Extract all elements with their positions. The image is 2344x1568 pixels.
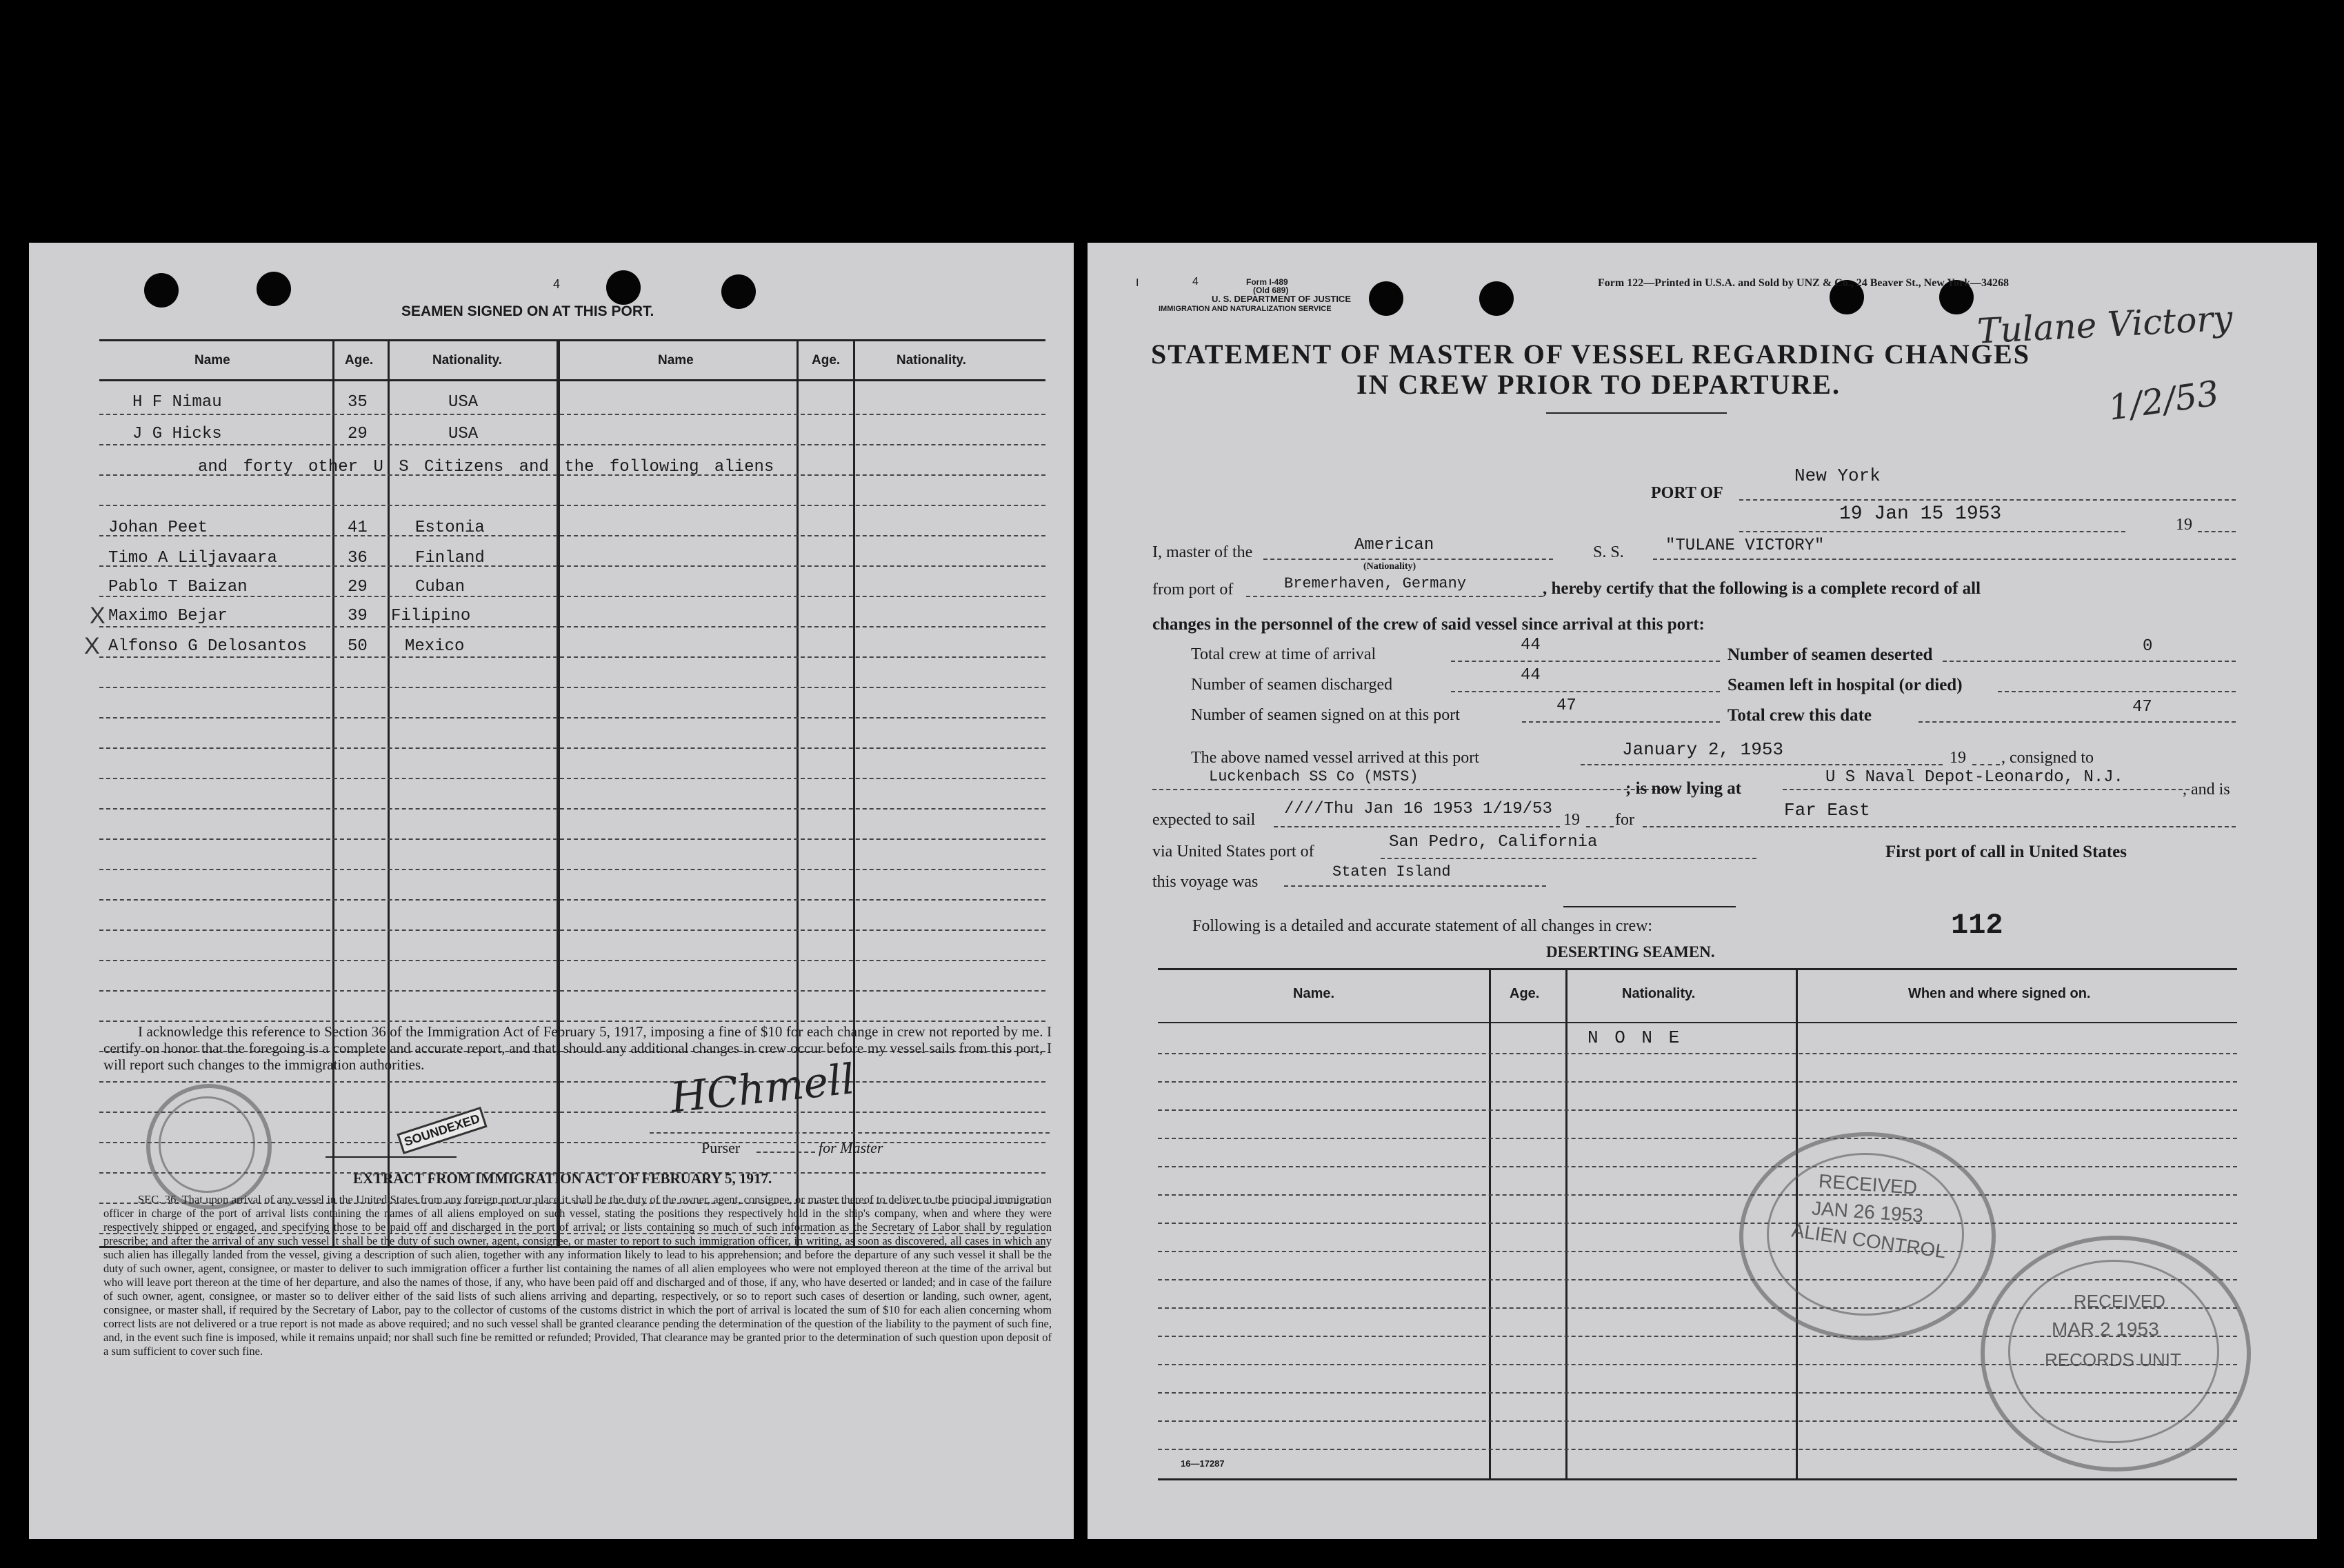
via-label: via United States port of: [1152, 843, 1314, 861]
first-call-label: First port of call in United States: [1885, 843, 2127, 861]
punch-hole: [144, 273, 179, 308]
voyage-value: Staten Island: [1332, 863, 1451, 881]
col-header-nationality: Nationality.: [1622, 986, 1696, 1001]
row-rule: [99, 626, 1045, 627]
stamp1-line2: JAN 26 1953: [1811, 1197, 1924, 1227]
page-number: 4: [553, 277, 561, 291]
row-rule: [99, 960, 1045, 961]
expected-label: expected to sail: [1152, 811, 1256, 829]
row-rule: [99, 444, 1045, 445]
seaman-name: J G Hicks: [132, 425, 222, 443]
punch-hole: [257, 272, 291, 306]
row-rule: [99, 899, 1045, 901]
col-header-nationality: Nationality.: [432, 353, 502, 368]
check-mark: X: [90, 603, 106, 629]
port-of-label: PORT OF: [1651, 484, 1723, 502]
col-header-age: Age.: [1510, 986, 1540, 1001]
year-prefix: 19: [2176, 516, 2192, 534]
row-rule: [99, 869, 1045, 870]
seaman-age: 29: [348, 578, 368, 596]
seaman-name: Pablo T Baizan: [108, 578, 248, 596]
seaman-nationality: Cuban: [415, 578, 465, 596]
changes-text: changes in the personnel of the crew of said vessel since arrival at this port:: [1152, 615, 1705, 634]
nationality-value: American: [1354, 536, 1434, 554]
agency-line-2: IMMIGRATION AND NATURALIZATION SERVICE: [1159, 305, 1332, 313]
seaman-age: 41: [348, 519, 368, 537]
seaman-name: Maximo Bejar: [108, 607, 228, 625]
acknowledgment-text: I acknowledge this reference to Section 36 of the Immigration Act of February 5, 1917, imposing a fine of $10 for each change in crew not reported by me. I certify on honor that the foregoing is a complete and accurate report, and that, should any additional changes in crew occur before my vessel sails from this port, I will report such changes to the immigration authorities.: [103, 1023, 1052, 1073]
seaman-age: 50: [348, 637, 368, 656]
deserted-value: 0: [2143, 637, 2153, 656]
soundexed-stamp: SOUNDEXED: [397, 1107, 487, 1154]
form-number: Form I-489: [1246, 277, 1288, 287]
row-rule: [99, 687, 1045, 688]
punch-hole: [1369, 281, 1403, 316]
ss-label: S. S.: [1593, 543, 1624, 561]
for-label: for: [1615, 811, 1634, 829]
total-crew-date-label: Total crew this date: [1727, 706, 1872, 725]
left-page: [29, 243, 1074, 1539]
section-36-text: SEC. 36. That upon arrival of any vessel in the United States from any foreign port or place it shall be the duty of the owner, agent, consignee, or master thereof to deliver to the principal immigration officer in charge of the port of arrival lists containing the names of all aliens employed on such vessel, stating the positions they respectively hold in the ship's company, when and where they were respectively shipped or engaged, and specifying those to be paid off and discharged in the port of arrival; or lists containing so much of such information as the Secretary of Labor shall by regulation prescribe; and after the arrival of any such vessel it shall be the duty of such owner, agent, consignee, or master to report to such immigration officer, in writing, as soon as discovered, all cases in which any such alien has illegally landed from the vessel, giving a description of such alien, together with any information likely to lead to his apprehension; and before the departure of any such vessel it shall be the duty of such owner, agent, consignee, or master to deliver to such immigration officer a further list containing the names of all alien employees who were not employed thereon at the time of the arrival but who will leave port thereon at the time of her departure, and also the names of those, if any, who have been paid off and discharged and of those, if any, who have deserted or landed; and in case of the failure of such owner, agent, consignee, or master so to deliver either of the said lists of such aliens arriving and departing, respectively, or so to report such cases of desertion or landing, such owner, agent, consignee, or master shall, if required by the Secretary of Labor, pay to the collector of customs of the customs district in which the port of arrival is located the sum of $10 for each alien concerning whom correct lists are not delivered or a true report is not made as above required; and no such vessel shall be granted clearance pending the determination of the question of the liability to the payment of such fine, and, in the event such fine is imposed, while it remains unpaid; nor shall such fine be remitted or refunded; Provided, That clearance may be granted prior to the determination of such question upon deposit of a sum sufficient to cover such fine.: [103, 1193, 1052, 1358]
none-entry: N O N E: [1587, 1027, 1683, 1048]
seaman-age: 36: [348, 549, 368, 567]
seaman-name: Alfonso G Delosantos: [108, 637, 308, 656]
certify-text: , hereby certify that the following is a complete record of all: [1543, 579, 1981, 598]
agency-line-1: U. S. DEPARTMENT OF JUSTICE: [1212, 294, 1351, 304]
row-rule: [1158, 1081, 2237, 1083]
row-rule: [99, 656, 1045, 658]
seaman-nationality: Filipino: [391, 607, 471, 625]
deserted-label: Number of seamen deserted: [1727, 645, 1933, 664]
stamp2-line3: RECORDS UNIT: [2045, 1349, 2181, 1370]
discharged-value: 44: [1521, 666, 1541, 685]
expected-value: ////Thu Jan 16 1953 1/19/53: [1284, 800, 1552, 818]
following-text: Following is a detailed and accurate statement of all changes in crew:: [1192, 917, 1653, 935]
for-master-label: for Master: [819, 1139, 883, 1156]
page-mark: 4: [1192, 276, 1199, 288]
form-old: (Old 689): [1253, 285, 1289, 295]
ship-name: "TULANE VICTORY": [1665, 536, 1825, 555]
purser-label: Purser: [701, 1139, 741, 1156]
row-rule: [99, 778, 1045, 779]
row-rule: [99, 717, 1045, 718]
document-title-line-1: STATEMENT OF MASTER OF VESSEL REGARDING CHANGES: [1151, 339, 2030, 370]
for-value: Far East: [1784, 800, 1870, 821]
seaman-name: H F Nimau: [132, 393, 222, 412]
seaman-nationality: Finland: [415, 549, 485, 567]
punch-hole: [721, 274, 756, 309]
deserting-title: DESERTING SEAMEN.: [1546, 943, 1715, 961]
footer-code: 16—17287: [1181, 1458, 1225, 1469]
col-header-age: Age.: [345, 353, 374, 368]
seaman-nationality: USA: [448, 425, 479, 443]
row-rule: [1158, 1194, 2237, 1196]
col-header-name: Name: [194, 353, 230, 368]
row-rule: [99, 990, 1045, 992]
from-port-value: Bremerhaven, Germany: [1284, 575, 1467, 592]
row-rule: [1158, 1166, 2237, 1167]
col-header-when-where: When and where signed on.: [1908, 986, 2091, 1001]
extract-title: EXTRACT FROM IMMIGRATION ACT OF FEBRUARY 5, 1917.: [353, 1170, 772, 1187]
from-port-label: from port of: [1152, 581, 1234, 599]
punch-hole: [1479, 281, 1514, 316]
row-rule: [99, 838, 1045, 840]
row-rule: [99, 929, 1045, 931]
seaman-name: Johan Peet: [108, 519, 208, 537]
punch-hole: [606, 270, 641, 305]
row-rule: [99, 1021, 1045, 1022]
seaman-nationality: Mexico: [405, 637, 465, 656]
stamp1-line3: ALIEN CONTROL: [1790, 1219, 1947, 1263]
seaman-age: 39: [348, 607, 368, 625]
check-mark: X: [84, 633, 100, 659]
seaman-nationality: USA: [448, 393, 479, 412]
row-rule: [99, 414, 1045, 415]
row-rule: [1158, 1138, 2237, 1139]
consigned-label: , consigned to: [2001, 749, 2094, 767]
stamp2-line2: MAR 2 1953: [2052, 1318, 2159, 1340]
seal-stamp-inner: [159, 1096, 255, 1193]
row-rule: [1158, 1109, 2237, 1111]
document-title-line-2: IN CREW PRIOR TO DEPARTURE.: [1356, 369, 1841, 400]
signed-on-value: 47: [1556, 696, 1576, 715]
total-crew-arrival-label: Total crew at time of arrival: [1191, 645, 1376, 663]
total-crew-arrival-value: 44: [1521, 636, 1541, 654]
col-header-name-2: Name: [658, 353, 694, 368]
stamped-number: 112: [1951, 909, 2003, 942]
stamp2-line1: RECEIVED: [2074, 1291, 2165, 1311]
total-crew-date-value: 47: [2132, 698, 2152, 716]
via-value: San Pedro, California: [1389, 833, 1598, 852]
left-page-title: SEAMEN SIGNED ON AT THIS PORT.: [401, 303, 654, 319]
lying-label: ; is now lying at: [1625, 779, 1742, 798]
seaman-name: Timo A Liljavaara: [108, 549, 277, 567]
arrived-label: The above named vessel arrived at this port: [1191, 749, 1479, 767]
seaman-nationality: Estonia: [415, 519, 485, 537]
master-label: I, master of the: [1152, 543, 1253, 561]
right-page: [1088, 243, 2317, 1539]
and-is-text: , and is: [2183, 781, 2230, 798]
report-date: 19 Jan 15 1953: [1839, 503, 2002, 525]
discharged-label: Number of seamen discharged: [1191, 676, 1393, 694]
col-header-age-2: Age.: [812, 353, 841, 368]
lying-value: U S Naval Depot-Leonardo, N.J.: [1825, 768, 2124, 787]
row-rule: [99, 535, 1045, 536]
signed-on-label: Number of seamen signed on at this port: [1191, 706, 1460, 724]
row-rule: [1158, 1223, 2237, 1224]
voyage-label: this voyage was: [1152, 873, 1259, 891]
handwritten-vessel: Tulane Victory: [1976, 298, 2234, 352]
col-header-name: Name.: [1293, 986, 1335, 1001]
arrived-value: January 2, 1953: [1622, 739, 1784, 760]
nationality-caption: (Nationality): [1363, 561, 1416, 572]
handwritten-date: 1/2/53: [2105, 373, 2222, 428]
seaman-age: 29: [348, 425, 368, 443]
printer-note: Form 122—Printed in U.S.A. and Sold by UNZ & Co., 24 Beaver St., New York—34268: [1598, 277, 2010, 289]
spanning-note: and forty other U S Citizens and the following aliens: [198, 458, 774, 476]
row-rule: [1158, 1053, 2237, 1054]
col-header-nationality-2: Nationality.: [896, 353, 966, 368]
arrived-year: 19: [1950, 749, 1966, 767]
stamp1-line1: RECEIVED: [1818, 1170, 1919, 1198]
seaman-age: 35: [348, 393, 368, 412]
purser-signature: HChmell: [668, 1055, 857, 1123]
row-rule: [99, 505, 1045, 506]
hospital-label: Seamen left in hospital (or died): [1727, 676, 1963, 694]
row-rule: [99, 747, 1045, 749]
row-rule: [99, 808, 1045, 810]
consignee-value: Luckenbach SS Co (MSTS): [1209, 768, 1419, 785]
port-of-value: New York: [1794, 465, 1881, 486]
row-rule: [99, 1081, 1045, 1083]
page-mark: I: [1136, 277, 1139, 289]
expected-year: 19: [1563, 811, 1580, 829]
